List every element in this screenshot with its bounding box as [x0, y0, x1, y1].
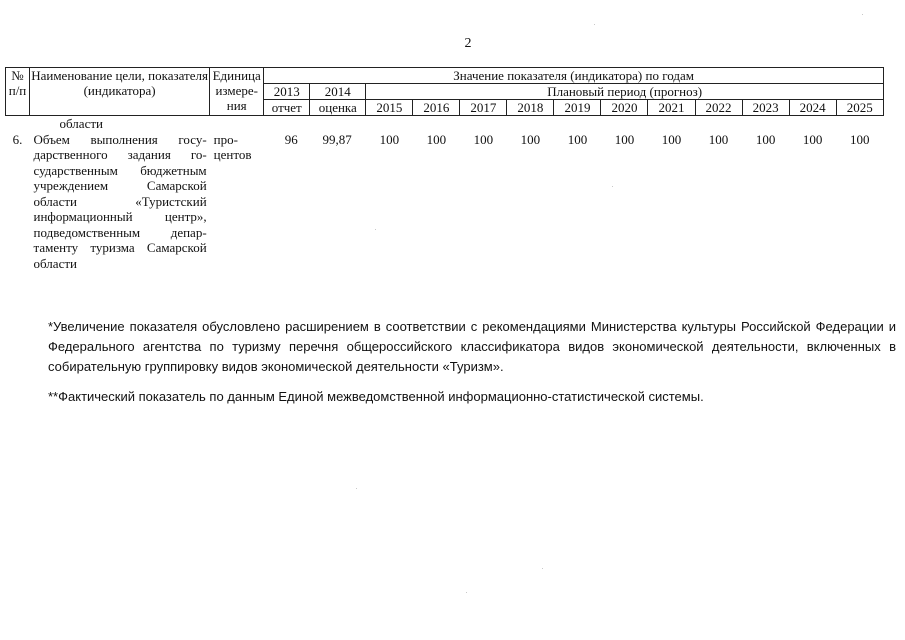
footnotes [48, 317, 896, 407]
header-year: 2021 [648, 100, 695, 116]
value-2021: 100 [661, 131, 682, 147]
scan-speck [862, 14, 863, 15]
continuation-row [6, 116, 884, 132]
value-2017: 100 [473, 131, 494, 147]
header-values-group: Значение показателя (индикатора) по годам [264, 68, 884, 84]
header-year: 2018 [507, 100, 554, 116]
footnote-2: **Фактический показатель по данным Единой межведомственной информационно-статистической системы. [48, 389, 704, 404]
scan-speck [356, 488, 357, 489]
header-year-2013: 2013 [264, 84, 310, 100]
value-2014: 99,87 [322, 131, 352, 147]
value-2013: 96 [284, 131, 298, 147]
header-year: 2016 [413, 100, 460, 116]
value-2018: 100 [520, 131, 541, 147]
scan-speck [542, 568, 543, 569]
indicators-table [5, 67, 884, 271]
continuation-text: области [59, 116, 103, 131]
header-planned-period: Плановый период (прогноз) [366, 84, 884, 100]
header-num: № п/п [6, 68, 30, 116]
header-year-2014: 2014 [310, 84, 366, 100]
value-2020: 100 [614, 131, 635, 147]
header-year: 2025 [836, 100, 883, 116]
unit-cell: про-центов [213, 131, 252, 162]
header-name: Наименование цели, показателя (индикатора) [30, 68, 210, 116]
value-2023: 100 [755, 131, 776, 147]
scan-speck [594, 24, 595, 25]
header-year: 2017 [460, 100, 507, 116]
scan-speck [466, 592, 467, 593]
header-unit: Единица измере-ния [210, 68, 264, 116]
value-2022: 100 [708, 131, 729, 147]
value-2016: 100 [426, 131, 447, 147]
value-2019: 100 [567, 131, 588, 147]
scan-speck [612, 186, 613, 187]
indicator-name: Объем выполнения госу-дарственного задания го-сударственным бюджетным учреждением Самарской области «Туристский информационный центр», подведомственным депар-таменту туризма Самарской области [33, 131, 207, 271]
header-year: 2024 [789, 100, 836, 116]
header-year: 2022 [695, 100, 742, 116]
scan-speck [375, 229, 376, 230]
header-year: 2020 [601, 100, 648, 116]
header-2013-sub: отчет [264, 100, 310, 116]
page-number: 2 [464, 36, 472, 51]
table-row [6, 132, 884, 272]
row-number: 6. [12, 131, 23, 147]
header-year: 2023 [742, 100, 789, 116]
header-year: 2015 [366, 100, 413, 116]
value-2024: 100 [802, 131, 823, 147]
footnote-1: *Увеличение показателя обусловлено расширением в соответствии с рекомендациями Министерства культуры Российской Федерации и Федерального агентства по туризму перечня общероссийского классификатора видов экономической деятельности, включенных в собирательную группировку видов экономической деятельности «Туризм». [48, 319, 896, 374]
header-2014-sub: оценка [310, 100, 366, 116]
header-year: 2019 [554, 100, 601, 116]
value-2015: 100 [379, 131, 400, 147]
value-2025: 100 [850, 131, 870, 147]
